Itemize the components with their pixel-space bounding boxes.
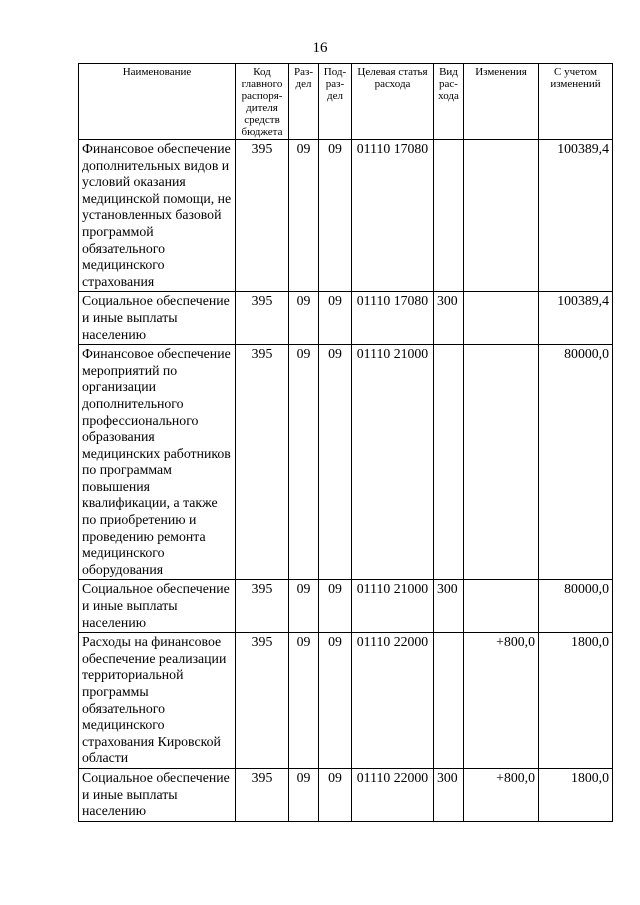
cell-subsection: 09 bbox=[319, 768, 352, 821]
cell-subsection: 09 bbox=[319, 292, 352, 345]
cell-total: 100389,4 bbox=[539, 292, 613, 345]
cell-code: 395 bbox=[236, 292, 289, 345]
cell-name: Расходы на финансовое обеспечение реализации территориальной программы обязательного медицинского страхования Кировской области bbox=[79, 633, 236, 769]
cell-target: 01110 17080 bbox=[352, 292, 434, 345]
cell-name: Социальное обеспечение и иные выплаты населению bbox=[79, 292, 236, 345]
header-type: Вид рас-хода bbox=[434, 64, 464, 140]
cell-code: 395 bbox=[236, 140, 289, 292]
cell-code: 395 bbox=[236, 345, 289, 580]
header-total: С учетом изменений bbox=[539, 64, 613, 140]
cell-target: 01110 21000 bbox=[352, 580, 434, 633]
table-row bbox=[79, 633, 613, 769]
cell-changes bbox=[464, 345, 539, 580]
cell-code: 395 bbox=[236, 633, 289, 769]
cell-changes bbox=[464, 580, 539, 633]
cell-total: 1800,0 bbox=[539, 768, 613, 821]
cell-target: 01110 22000 bbox=[352, 633, 434, 769]
cell-subsection: 09 bbox=[319, 633, 352, 769]
cell-section: 09 bbox=[289, 768, 319, 821]
cell-section: 09 bbox=[289, 292, 319, 345]
cell-name: Финансовое обеспечение мероприятий по организации дополнительного профессионального образования медицинских работников по программам повышения квалификации, а также по приобретению и проведению ремонта медицинского оборудования bbox=[79, 345, 236, 580]
budget-table bbox=[78, 63, 613, 822]
cell-changes bbox=[464, 292, 539, 345]
cell-name: Финансовое обеспечение дополнительных видов и условий оказания медицинской помощи, не установленных базовой программой обязательного медицинского страхования bbox=[79, 140, 236, 292]
cell-type: 300 bbox=[434, 292, 464, 345]
header-section: Раз-дел bbox=[289, 64, 319, 140]
table-header-row bbox=[79, 64, 613, 140]
cell-changes: +800,0 bbox=[464, 633, 539, 769]
cell-total: 80000,0 bbox=[539, 580, 613, 633]
cell-target: 01110 17080 bbox=[352, 140, 434, 292]
cell-name: Социальное обеспечение и иные выплаты населению bbox=[79, 580, 236, 633]
table-row bbox=[79, 345, 613, 580]
cell-subsection: 09 bbox=[319, 345, 352, 580]
cell-changes: +800,0 bbox=[464, 768, 539, 821]
cell-subsection: 09 bbox=[319, 580, 352, 633]
cell-name: Социальное обеспечение и иные выплаты населению bbox=[79, 768, 236, 821]
cell-section: 09 bbox=[289, 140, 319, 292]
cell-type bbox=[434, 633, 464, 769]
cell-total: 1800,0 bbox=[539, 633, 613, 769]
cell-code: 395 bbox=[236, 768, 289, 821]
cell-type: 300 bbox=[434, 768, 464, 821]
cell-section: 09 bbox=[289, 580, 319, 633]
table-row bbox=[79, 140, 613, 292]
cell-type bbox=[434, 345, 464, 580]
header-changes: Изменения bbox=[464, 64, 539, 140]
cell-type: 300 bbox=[434, 580, 464, 633]
table-row bbox=[79, 768, 613, 821]
cell-total: 100389,4 bbox=[539, 140, 613, 292]
cell-total: 80000,0 bbox=[539, 345, 613, 580]
cell-target: 01110 22000 bbox=[352, 768, 434, 821]
page-number: 16 bbox=[312, 40, 328, 56]
header-target: Целевая статья расхода bbox=[352, 64, 434, 140]
header-name: Наименование bbox=[79, 64, 236, 140]
cell-type bbox=[434, 140, 464, 292]
cell-section: 09 bbox=[289, 345, 319, 580]
cell-changes bbox=[464, 140, 539, 292]
table-row bbox=[79, 580, 613, 633]
table-row bbox=[79, 292, 613, 345]
cell-section: 09 bbox=[289, 633, 319, 769]
cell-code: 395 bbox=[236, 580, 289, 633]
cell-target: 01110 21000 bbox=[352, 345, 434, 580]
cell-subsection: 09 bbox=[319, 140, 352, 292]
header-subsection: Под-раз-дел bbox=[319, 64, 352, 140]
header-code: Код главного распоря-дителя средств бюджета bbox=[236, 64, 289, 140]
